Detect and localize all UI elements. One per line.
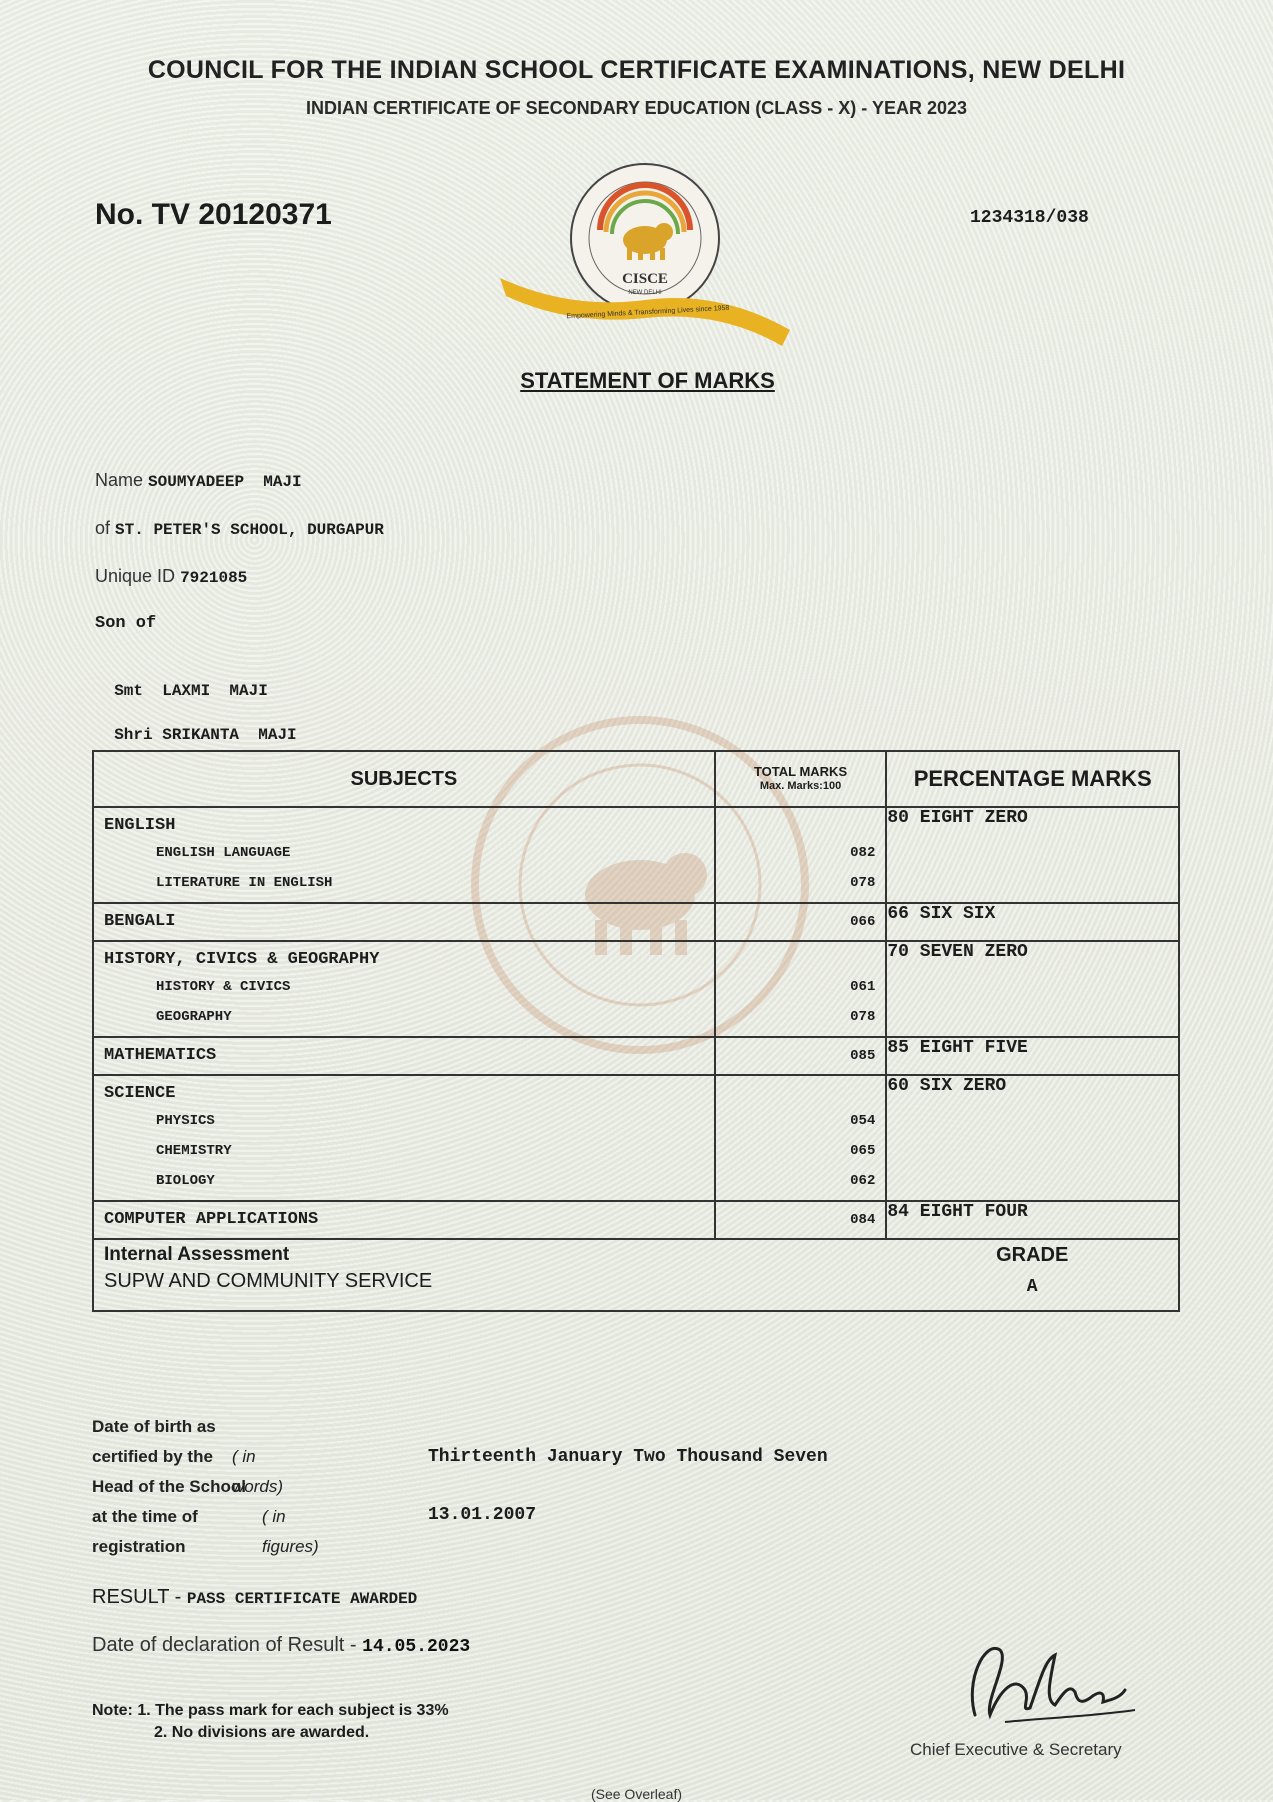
grade-label: GRADE: [996, 1244, 1069, 1266]
paper-biology: BIOLOGY: [156, 1173, 215, 1189]
certificate-number: No. TV 20120371: [95, 198, 332, 231]
mark-bengali: 066: [850, 914, 876, 930]
school-row: [95, 518, 384, 539]
mother-prefix: Smt: [114, 682, 144, 700]
marks-table: [92, 750, 1180, 1312]
pct-science: 60 SIX ZERO: [886, 1075, 1179, 1201]
logo-ribbon-text: Empowering Minds & Transforming Lives since 1958: [566, 304, 730, 321]
dob-figures-note: ( in figures): [262, 1507, 319, 1556]
internal-assessment-label: Internal Assessment: [104, 1244, 290, 1265]
note-line-2: 2. No divisions are awarded.: [154, 1724, 370, 1741]
subject-bengali: BENGALI: [104, 912, 176, 931]
col-total-max: Max. Marks:100: [759, 780, 842, 792]
table-header-row: [93, 751, 1179, 807]
dob-line-3: Head of the School: [92, 1477, 246, 1496]
mother-name: LAXMI MAJI: [162, 682, 268, 700]
subject-hcg: HISTORY, CIVICS & GEOGRAPHY: [104, 950, 380, 969]
table-row: [93, 941, 1179, 1037]
internal-assessment-row: [93, 1239, 1179, 1311]
uid-row: [95, 566, 247, 587]
mark-literature: 078: [850, 875, 876, 891]
dob-figures: 13.01.2007: [428, 1505, 537, 1525]
result-value: PASS CERTIFICATE AWARDED: [186, 1590, 418, 1608]
subject-english: ENGLISH: [104, 816, 176, 835]
mark-biology: 062: [850, 1173, 876, 1189]
col-total-label: TOTAL MARKS: [753, 764, 848, 779]
pct-english: 80 EIGHT ZERO: [886, 807, 1179, 903]
table-row: [93, 1037, 1179, 1075]
note-line-1: Note: 1. The pass mark for each subject is 33%: [92, 1702, 449, 1719]
pct-computer: 84 EIGHT FOUR: [886, 1201, 1179, 1239]
signatory-title: Chief Executive & Secretary: [910, 1740, 1122, 1759]
result-row: [92, 1586, 417, 1609]
mark-physics: 054: [850, 1113, 876, 1129]
student-name: SOUMYADEEP MAJI: [148, 473, 302, 491]
table-row: [93, 1201, 1179, 1239]
father-prefix: Shri: [114, 726, 153, 744]
mark-history-civics: 061: [850, 979, 876, 995]
subject-mathematics: MATHEMATICS: [104, 1046, 217, 1065]
mark-computer: 084: [850, 1212, 876, 1228]
council-title: COUNCIL FOR THE INDIAN SCHOOL CERTIFICATE EXAMINATIONS, NEW DELHI: [147, 56, 1126, 84]
notes: [92, 1700, 449, 1744]
exam-subtitle: INDIAN CERTIFICATE OF SECONDARY EDUCATION (CLASS - X) - YEAR 2023: [305, 98, 968, 118]
col-percentage: PERCENTAGE MARKS: [886, 751, 1179, 807]
subject-science: SCIENCE: [104, 1084, 176, 1103]
col-subjects: SUBJECTS: [93, 751, 715, 807]
logo-subtext: NEW DELHI: [628, 290, 662, 296]
declaration-label: Date of declaration of Result -: [92, 1634, 357, 1656]
signature: [945, 1620, 1145, 1730]
dob-line-5: registration: [92, 1537, 186, 1556]
paper-literature: LITERATURE IN ENGLISH: [156, 875, 333, 891]
paper-history-civics: HISTORY & CIVICS: [156, 979, 291, 995]
table-row: [93, 1075, 1179, 1201]
name-label: Name: [95, 470, 144, 490]
dob-words: Thirteenth January Two Thousand Seven: [428, 1447, 828, 1467]
table-row: [93, 807, 1179, 903]
dob-block: [92, 1412, 319, 1562]
table-row: [93, 903, 1179, 941]
grade-value: A: [1026, 1277, 1038, 1297]
pct-bengali: 66 SIX SIX: [886, 903, 1179, 941]
pct-mathematics: 85 EIGHT FIVE: [886, 1037, 1179, 1075]
subject-computer: COMPUTER APPLICATIONS: [104, 1210, 319, 1229]
mark-english-language: 082: [850, 845, 876, 861]
dob-words-note: ( in words): [232, 1447, 284, 1496]
result-label: RESULT -: [92, 1586, 182, 1608]
see-overleaf: (See Overleaf): [590, 1786, 683, 1802]
statement-title: STATEMENT OF MARKS: [520, 368, 775, 393]
mother-row: [95, 664, 268, 700]
logo-text: CISCE: [622, 271, 668, 287]
mark-chemistry: 065: [850, 1143, 876, 1159]
name-row: [95, 470, 302, 491]
relation-label: Son of: [95, 614, 157, 633]
school-name: ST. PETER'S SCHOOL, DURGAPUR: [115, 521, 384, 539]
paper-physics: PHYSICS: [156, 1113, 215, 1129]
of-label: of: [95, 518, 111, 538]
paper-english-language: ENGLISH LANGUAGE: [156, 845, 291, 861]
pct-hcg: 70 SEVEN ZERO: [886, 941, 1179, 1037]
unique-id: 7921085: [180, 569, 248, 587]
uid-label: Unique ID: [95, 566, 176, 586]
declaration-date: 14.05.2023: [362, 1637, 471, 1657]
cisce-logo: [490, 160, 800, 350]
declaration-row: [92, 1634, 470, 1657]
mark-mathematics: 085: [850, 1048, 876, 1064]
paper-chemistry: CHEMISTRY: [156, 1143, 232, 1159]
dob-line-1: Date of birth as: [92, 1417, 216, 1436]
mark-geography: 078: [850, 1009, 876, 1025]
col-total-marks: [715, 751, 887, 807]
dob-line-4: at the time of: [92, 1507, 198, 1526]
dob-line-2: certified by the: [92, 1447, 213, 1466]
father-row: [95, 708, 297, 744]
reference-number: 1234318/038: [970, 208, 1089, 228]
ia-subject: SUPW AND COMMUNITY SERVICE: [104, 1270, 433, 1292]
father-name: SRIKANTA MAJI: [162, 726, 297, 744]
paper-geography: GEOGRAPHY: [156, 1009, 232, 1025]
